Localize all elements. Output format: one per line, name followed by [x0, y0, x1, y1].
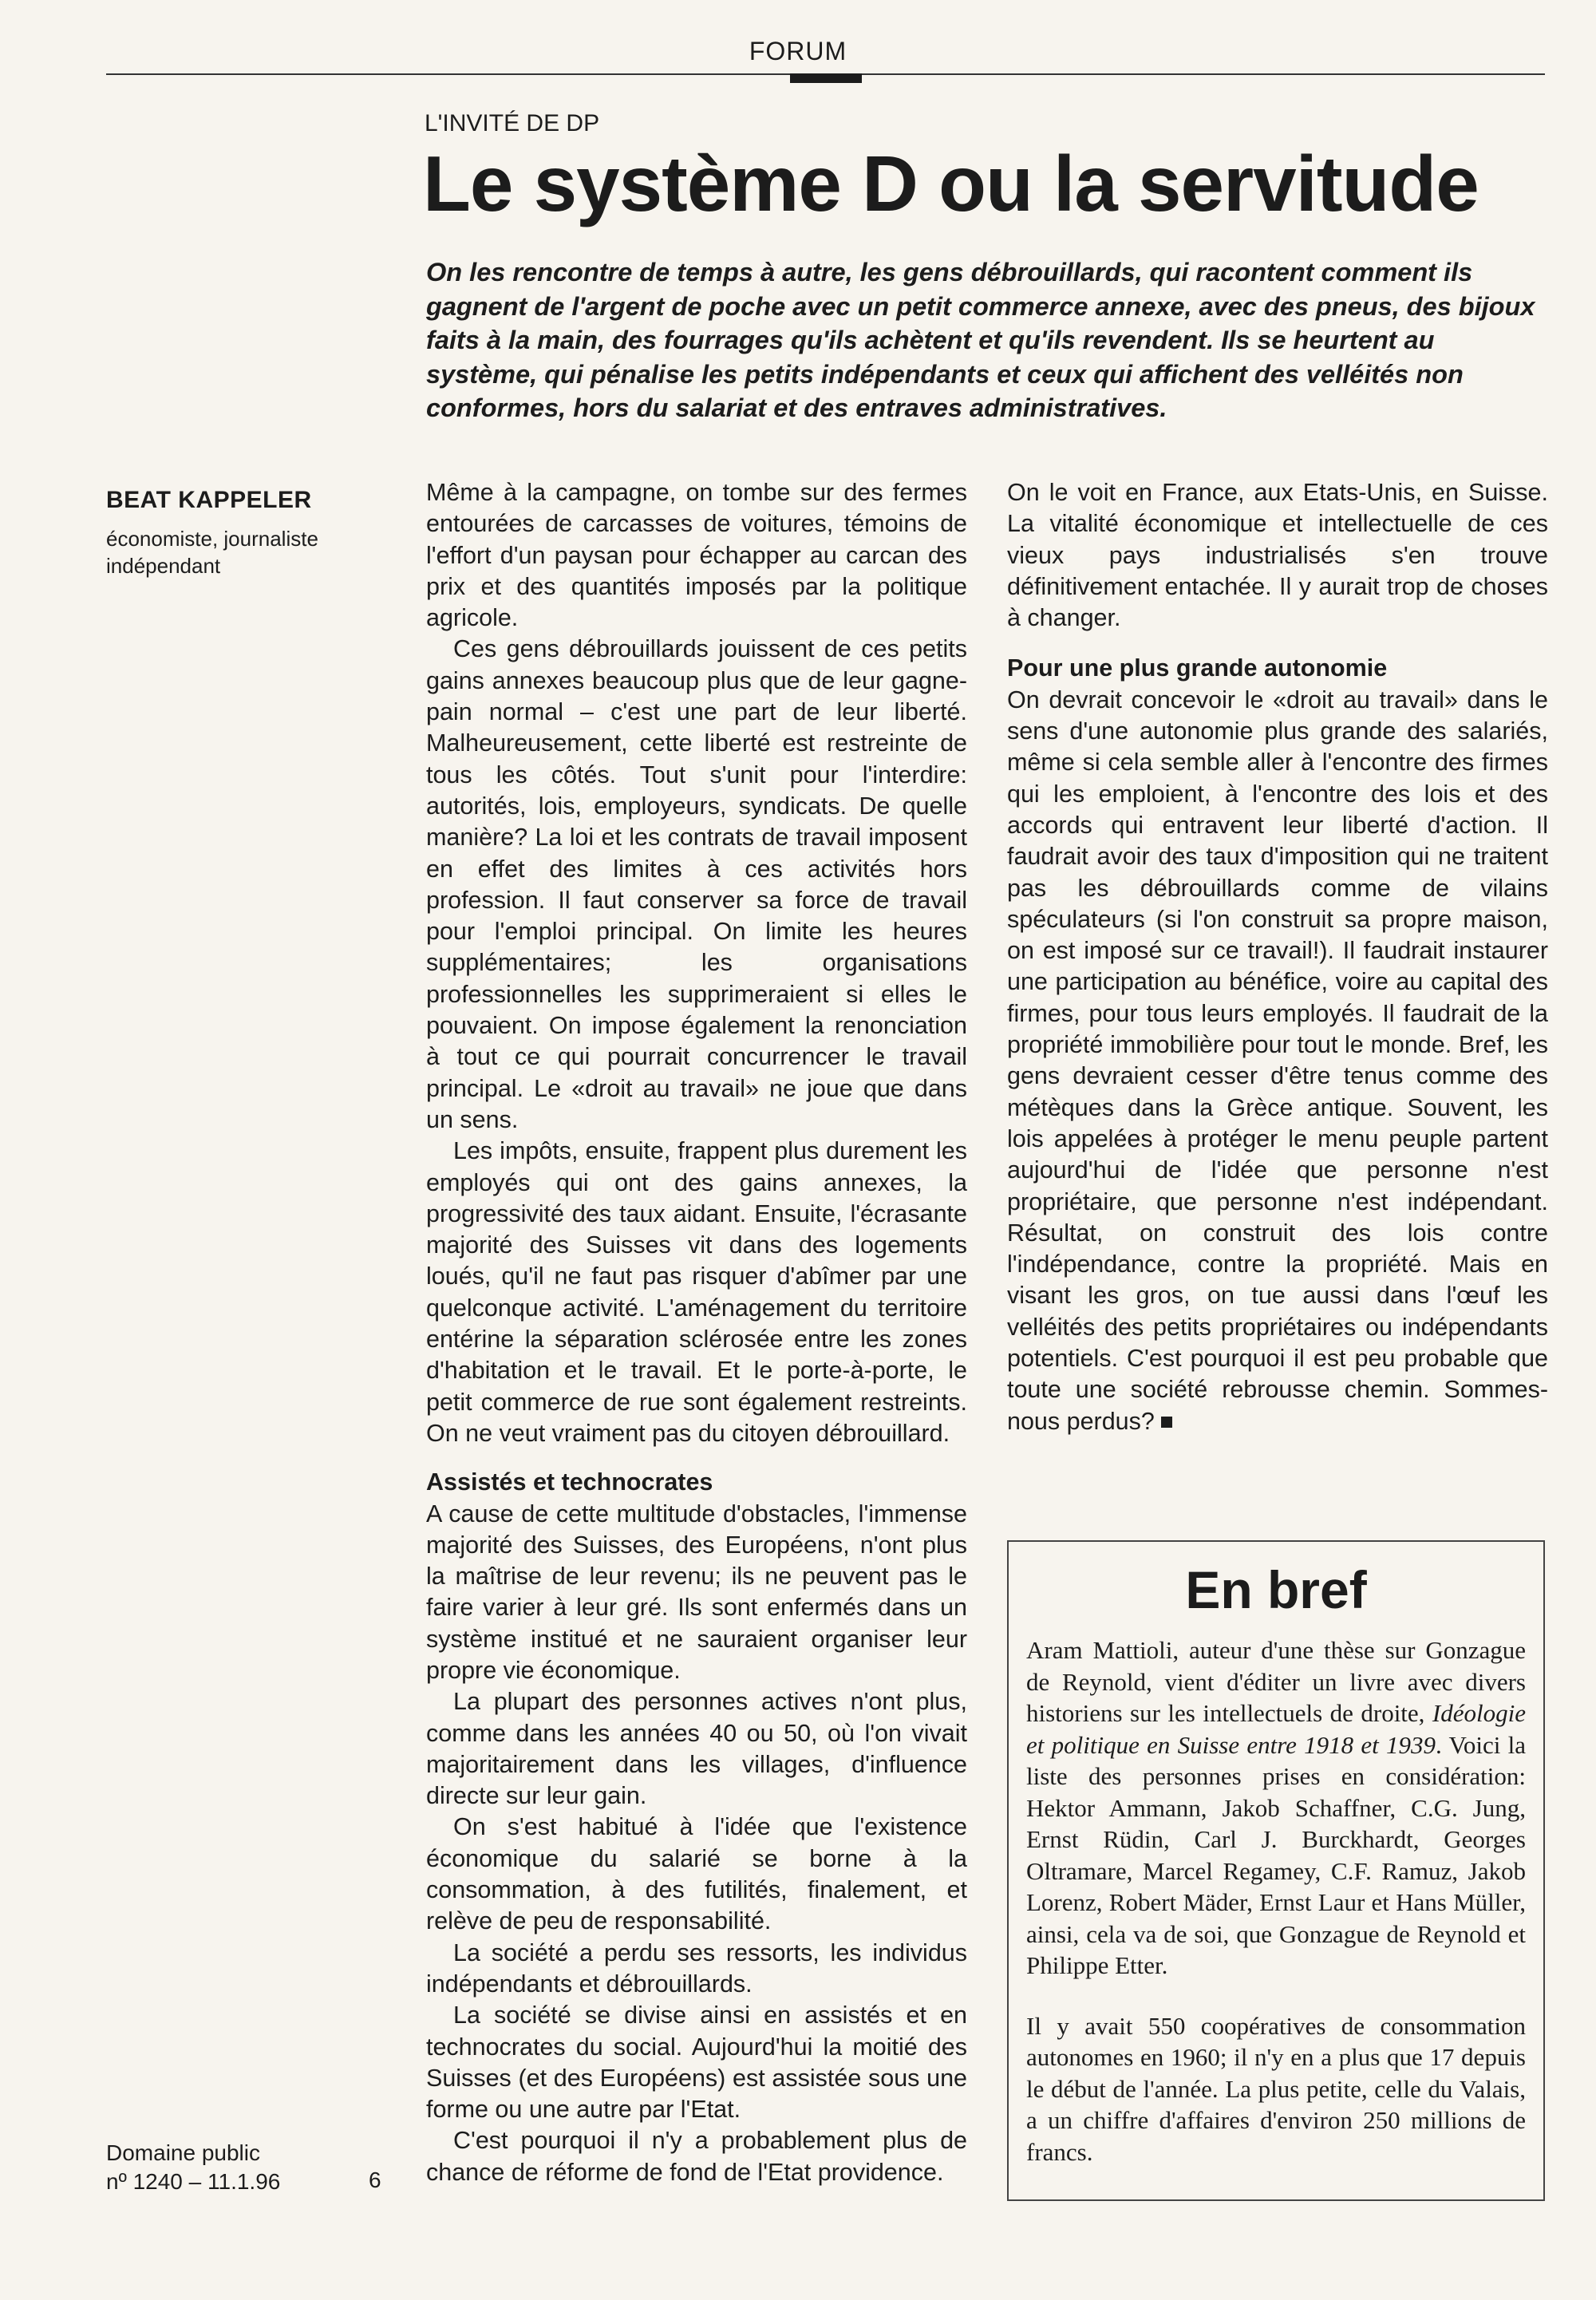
book-title: Idéologie et politique en Suisse entre 1918 et 1939 [1026, 1699, 1526, 1759]
body-paragraph: C'est pourquoi il n'y a probablement plus de chance de réforme de fond de l'Etat providence. [426, 2127, 967, 2186]
body-paragraph: Ces gens débrouillards jouissent de ces petits gains annexes beaucoup plus que de leur gagne-pain normal – c'est une part de leur liberté. Malheureusement, cette liberté est restreinte de tous les côtés. Tout s'unit pour l'interdire: autorités, lois, employeurs, syndicats. De quelle manière? La loi et les contrats de travail imposent en effet des limites à ces activités hors profession. Il faut conserver sa force de travail pour l'emploi principal. On limite les heures supplémentaires; les organisations professionnelles les supprimeraient si elles le pouvaient. On impose également la renonciation à tout ce qui pourrait concurrencer le travail principal. Le «droit au travail» ne joue que dans un sens. [426, 635, 967, 1133]
issue-info: nº 1240 – 11.1.96 [106, 2169, 281, 2194]
author-role: économiste, journaliste indépendant [106, 527, 318, 578]
end-of-article-icon [1161, 1417, 1172, 1428]
publication-name: Domaine public [106, 2140, 260, 2165]
body-paragraph: La plupart des personnes actives n'ont plus, comme dans les années 40 ou 50, où l'on vivait majoritairement dans les villages, d'influence directe sur leur gain. [426, 1688, 967, 1810]
brief-box [1007, 1540, 1545, 2201]
brief-text: Aram Mattioli, auteur d'une thèse sur Gonzague de Reynold, vient d'éditer un livre avec divers historiens sur les intellectuels de droite, [1026, 1636, 1526, 1727]
body-paragraph: A cause de cette multitude d'obstacles, l'immense majorité des Suisses, des Européens, n'ont plus la maîtrise de leur revenu; ils ne peuvent pas le faire varier à leur gré. Ils sont enfermés dans un système institué et ne sauraient organiser leur propre vie économique. [426, 1500, 967, 1684]
page-number: 6 [369, 2168, 381, 2192]
footer-publication [106, 2139, 393, 2196]
body-paragraph-last [1007, 685, 1548, 1437]
subheading: Pour une plus grande autonomie [1007, 654, 1388, 682]
subheading: Assistés et technocrates [426, 1468, 713, 1496]
body-paragraph: La société se divise ainsi en assistés et en technocrates du social. Aujourd'hui la moitié des Suisses (et des Européens) est assistée sous une forme ou une autre par l'Etat. [426, 2002, 967, 2124]
article-column-2 [1007, 477, 1548, 1437]
article-headline: Le système D ou la servitude [423, 140, 1479, 227]
body-paragraph: La société a perdu ses ressorts, les individus indépendants et débrouillards. [426, 1938, 967, 1998]
body-paragraph: Les impôts, ensuite, frappent plus durement les employés qui ont des gains annexes, la progressivité des taux aidant. Ensuite, l'écrasante majorité des Suisses vit dans des logements loués, qu'il ne faut pas risquer d'abîmer par une quelconque activité. L'aménagement du territoire entérine la séparation sclérosée entre les zones d'habitation et le travail. Et le porte-à-porte, le petit commerce de rue sont également restreints. On ne veut vraiment pas du citoyen débrouillard. [426, 1137, 967, 1447]
article-kicker: L'INVITÉ DE DP [425, 110, 600, 136]
article-column-1 [426, 477, 967, 2188]
author-name: BEAT KAPPELER [106, 487, 312, 513]
body-paragraph: On s'est habitué à l'idée que l'existence économique du salarié se borne à la consommation, à des futilités, finalement, et relève de peu de responsabilité. [426, 1813, 967, 1935]
section-label: FORUM [749, 37, 847, 65]
brief-title: En bref [1185, 1560, 1367, 1619]
brief-paragraph-1 [1026, 1634, 1526, 1982]
article-lead: On les rencontre de temps à autre, les gens débrouillards, qui racontent comment ils gagnent de l'argent de poche avec un petit commerce annexe, avec des pneus, des bijoux faits à la main, des fourrages qu'ils achètent et qu'ils revendent. Ils se heurtent au système, qui pénalise les petits indépendants et ceux qui affichent des velléités non conformes, hors du salariat et des entraves administratives. [426, 258, 1535, 422]
brief-paragraph-2: Il y avait 550 coopératives de consommation autonomes en 1960; il n'y en a plus que 17 depuis le début de l'année. La plus petite, celle du Valais, a un chiffre d'affaires d'environ 250 millions de francs. [1026, 2011, 1526, 2166]
body-paragraph-continued: On le voit en France, aux Etats-Unis, en Suisse. La vitalité économique et intellectuelle de ces vieux pays industrialisés s'en trouve définitivement entachée. Il y aurait trop de choses à changer. [1007, 479, 1548, 632]
body-paragraph: Même à la campagne, on tombe sur des fermes entourées de carcasses de voitures, témoins de l'effort d'un paysan pour échapper au carcan des prix et des quantités imposés par la politique agricole. [426, 479, 967, 632]
brief-text: . Voici la liste des personnes prises en considération: Hektor Ammann, Jakob Schaffner, C.G. Jung, Ernst Rüdin, Carl J. Burckhardt, Georges Oltramare, Marcel Regamey, C.F. Ramuz, Jakob Lorenz, Robert Mäder, Ernst Laur et Hans Müller, ainsi, cela va de soi, que Gonzague de Reynold et Philippe Etter. [1026, 1730, 1526, 1979]
body-paragraph-text: On devrait concevoir le «droit au travail» dans le sens d'une autonomie plus grande des salariés, même si cela semble aller à l'encontre des firmes qui les emploient, à l'encontre des lois et des accords qui entravent leur liberté d'action. Il faudrait avoir des taux d'imposition qui ne traitent pas les débrouillards comme de vilains spéculateurs (si l'on construit sa propre maison, on est imposé sur ce travail!). Il faudrait instaurer une participation au bénéfice, voire au capital des firmes, pour tous leurs employés. Il faudrait de la propriété immobilière pour tout le monde. Bref, les gens devraient cesser d'être tenus comme des métèques dans la Grèce antique. Souvent, les lois appelées à protéger le menu peuple partent aujourd'hui de l'idée que personne n'est propriétaire, que personne n'est indépendant. Résultat, on construit des lois contre l'indépendance, contre la propriété. Mais en visant les gros, on tue aussi dans l'œuf les velléités des petits propriétaires ou indépendants potentiels. C'est pourquoi il est peu probable que toute une société rebrousse chemin. Sommes-nous perdus? [1007, 686, 1548, 1435]
header-tab-marker [790, 73, 862, 83]
